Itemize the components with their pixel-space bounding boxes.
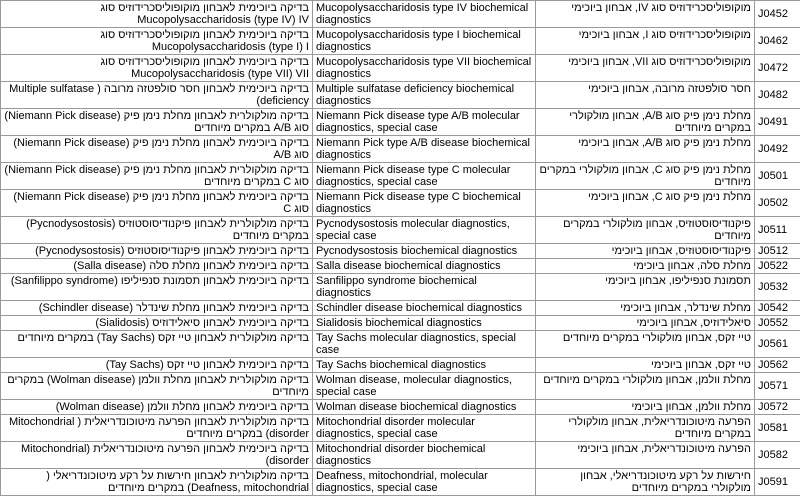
table-row [1,373,800,400]
he-long-cell: בדיקה מולקולרית לאבחון פיקנודיסוסטוזיס (Pycnodysostosis) במקרים מיוחדים [1,217,313,244]
he-short-cell: טיי זקס, אבחון ביוכימי [536,358,755,373]
en-description-cell: Deafness, mitochondrial, molecular diagnostics, special case [313,469,536,496]
en-description-cell: Wolman disease, molecular diagnostics, special case [313,373,536,400]
he-long-cell: בדיקה ביוכימית לאבחון מוקופוליסכרידוזיס סוג Mucopolysaccharidosis (type VII) VII [1,55,313,82]
code-cell: J0562 [755,358,800,373]
code-cell: J0581 [755,415,800,442]
en-description-cell: Tay Sachs molecular diagnostics, special case [313,331,536,358]
he-long-cell: בדיקה ביוכימית לאבחון מחלת נימן פיק (Niemann Pick disease) סוג C [1,190,313,217]
he-long-cell: בדיקה מולקולרית לאבחון מחלת נימן פיק (Niemann Pick disease) סוג C במקרים מיוחדים [1,163,313,190]
he-short-cell: טיי זקס, אבחון מולקולרי במקרים מיוחדים [536,331,755,358]
code-cell: J0552 [755,316,800,331]
table-row [1,244,800,259]
code-cell: J0532 [755,274,800,301]
code-cell: J0522 [755,259,800,274]
en-description-cell: Niemann Pick disease type C biochemical diagnostics [313,190,536,217]
table-row [1,1,800,28]
code-cell: J0502 [755,190,800,217]
en-description-cell: Mucopolysaccharidosis type I biochemical diagnostics [313,28,536,55]
he-short-cell: מחלת נימן פיק סוג C, אבחון מולקולרי במקרים מיוחדים [536,163,755,190]
table-row [1,358,800,373]
code-cell: J0572 [755,400,800,415]
he-short-cell: חסר סולפטזה מרובה, אבחון ביוכימי [536,82,755,109]
code-cell: J0501 [755,163,800,190]
table-row [1,259,800,274]
table-row [1,316,800,331]
en-description-cell: Salla disease biochemical diagnostics [313,259,536,274]
en-description-cell: Pycnodysostosis biochemical diagnostics [313,244,536,259]
code-cell: J0462 [755,28,800,55]
he-long-cell: בדיקה מולקולרית לאבחון חירשות על רקע מיטוכונדריאלי ( Deafness, mitochondrial) במקרים מיוחדים [1,469,313,496]
he-long-cell: בדיקה מולקולרית לאבחון טיי זקס (Tay Sachs) במקרים מיוחדים [1,331,313,358]
code-cell: J0591 [755,469,800,496]
table-row [1,55,800,82]
code-cell: J0582 [755,442,800,469]
he-long-cell: בדיקה ביוכימית לאבחון טיי זקס (Tay Sachs) [1,358,313,373]
he-short-cell: הפרעה מיטוכונדריאלית, אבחון מולקולרי במקרים מיוחדים [536,415,755,442]
he-long-cell: בדיקה ביוכימית לאבחון הפרעה מיטוכונדריאלית (Mitochondrial disorder) [1,442,313,469]
en-description-cell: Tay Sachs biochemical diagnostics [313,358,536,373]
he-short-cell: מחלת וולמן, אבחון מולקולרי במקרים מיוחדים [536,373,755,400]
he-long-cell: בדיקה מולקולרית לאבחון מחלת נימן פיק (Niemann Pick disease) סוג A/B במקרים מיוחדים [1,109,313,136]
he-short-cell: מחלת וולמן, אבחון ביוכימי [536,400,755,415]
he-short-cell: מחלת שינדלר, אבחון ביוכימי [536,301,755,316]
table-row [1,28,800,55]
table-row [1,82,800,109]
table-row [1,274,800,301]
code-cell: J0571 [755,373,800,400]
en-description-cell: Schindler disease biochemical diagnostics [313,301,536,316]
table-body [1,1,800,496]
en-description-cell: Pycnodysostosis molecular diagnostics, special case [313,217,536,244]
table-row [1,190,800,217]
he-long-cell: בדיקה ביוכימית לאבחון סיאלידוזיס (Sialidosis) [1,316,313,331]
he-long-cell: בדיקה ביוכימית לאבחון מחלת סלה (Salla disease) [1,259,313,274]
en-description-cell: Mitochondrial disorder biochemical diagnostics [313,442,536,469]
code-cell: J0492 [755,136,800,163]
he-short-cell: מוקופוליסכרידוזיס סוג VII, אבחון ביוכימי [536,55,755,82]
table-row [1,301,800,316]
en-description-cell: Mitochondrial disorder molecular diagnostics, special case [313,415,536,442]
en-description-cell: Mucopolysaccharidosis type IV biochemical diagnostics [313,1,536,28]
he-long-cell: בדיקה ביוכימית לאבחון מחלת נימן פיק (Niemann Pick disease) סוג A/B [1,136,313,163]
table-row [1,109,800,136]
table-row [1,136,800,163]
he-long-cell: בדיקה ביוכימית לאבחון מחלת וולמן (Wolman disease) [1,400,313,415]
he-short-cell: סיאלידוזיס, אבחון ביוכימי [536,316,755,331]
en-description-cell: Sialidosis biochemical diagnostics [313,316,536,331]
code-cell: J0511 [755,217,800,244]
code-cell: J0491 [755,109,800,136]
he-long-cell: בדיקה מולקולרית לאבחון מחלת וולמן (Wolman disease) במקרים מיוחדים [1,373,313,400]
table-row [1,163,800,190]
he-short-cell: מחלת נימן פיק סוג A/B, אבחון מולקולרי במקרים מיוחדים [536,109,755,136]
table-row [1,331,800,358]
he-short-cell: מחלת נימן פיק סוג A/B, אבחון ביוכימי [536,136,755,163]
table-row [1,217,800,244]
he-short-cell: מחלת נימן פיק סוג C, אבחון ביוכימי [536,190,755,217]
en-description-cell: Multiple sulfatase deficiency biochemical diagnostics [313,82,536,109]
he-short-cell: הפרעה מיטוכונדריאלית, אבחון ביוכימי [536,442,755,469]
he-long-cell: בדיקה ביוכימית לאבחון מוקופוליסכרידוזיס סוג Mucopolysaccharidosis (type I) I [1,28,313,55]
table-row [1,469,800,496]
he-long-cell: בדיקה ביוכימית לאבחון חסר סולפטזה מרובה ( Multiple sulfatase (deficiency [1,82,313,109]
en-description-cell: Mucopolysaccharidosis type VII biochemical diagnostics [313,55,536,82]
en-description-cell: Niemann Pick disease type C molecular diagnostics, special case [313,163,536,190]
code-cell: J0512 [755,244,800,259]
he-long-cell: בדיקה ביוכימית לאבחון מוקופוליסכרידוזיס סוג Mucopolysaccharidosis (type IV) IV [1,1,313,28]
table-row [1,442,800,469]
code-cell: J0561 [755,331,800,358]
he-short-cell: תסמונת סנפיליפו, אבחון ביוכימי [536,274,755,301]
he-short-cell: חירשות על רקע מיטוכונדריאלי, אבחון מולקולרי במקרים מיוחדים [536,469,755,496]
he-long-cell: בדיקה ביוכימית לאבחון תסמונת סנפיליפו (Sanfilippo syndrome) [1,274,313,301]
he-short-cell: מוקופוליסכרידוזיס סוג I, אבחון ביוכימי [536,28,755,55]
table-row [1,400,800,415]
table-row [1,415,800,442]
code-cell: J0472 [755,55,800,82]
he-long-cell: בדיקה מולקולרית לאבחון הפרעה מיטוכונדריאלית ( Mitochondrial disorder) במקרים מיוחדים [1,415,313,442]
code-cell: J0452 [755,1,800,28]
en-description-cell: Wolman disease biochemical diagnostics [313,400,536,415]
code-cell: J0542 [755,301,800,316]
he-short-cell: פיקנודיסוסטוזיס, אבחון ביוכימי [536,244,755,259]
he-short-cell: מוקופוליסכרידוזיס סוג IV, אבחון ביוכימי [536,1,755,28]
code-cell: J0482 [755,82,800,109]
en-description-cell: Sanfilippo syndrome biochemical diagnostics [313,274,536,301]
he-long-cell: בדיקה ביוכימית לאבחון מחלת שינדלר (Schindler disease) [1,301,313,316]
he-short-cell: מחלת סלה, אבחון ביוכימי [536,259,755,274]
he-long-cell: בדיקה ביוכימית לאבחון פיקנודיסוסטוזיס (Pycnodysostosis) [1,244,313,259]
he-short-cell: פיקנודיסוסטוזיס, אבחון מולקולרי במקרים מיוחדים [536,217,755,244]
en-description-cell: Niemann Pick type A/B disease biochemical diagnostics [313,136,536,163]
en-description-cell: Niemann Pick disease type A/B molecular diagnostics, special case [313,109,536,136]
